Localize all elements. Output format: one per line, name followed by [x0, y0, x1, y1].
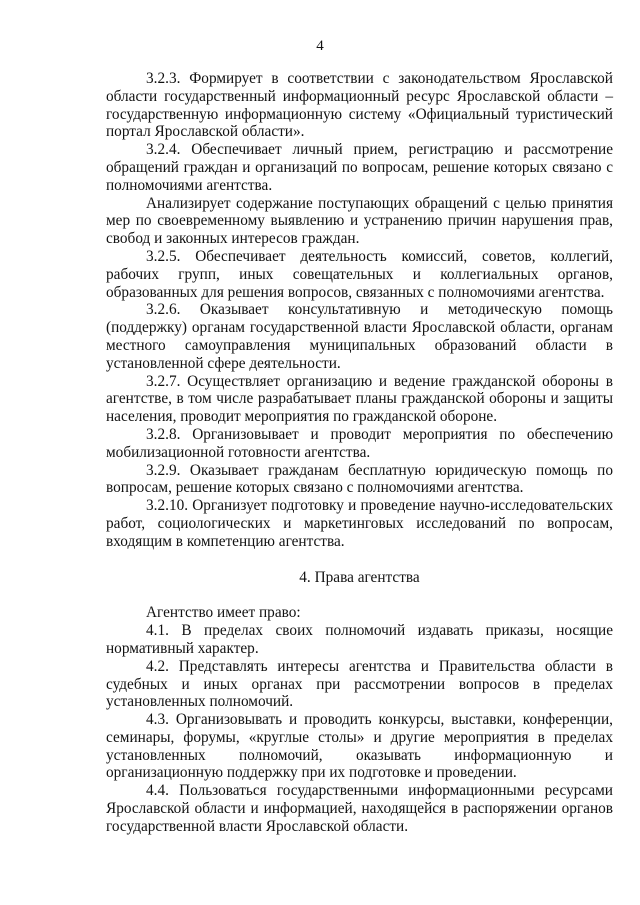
paragraph-3-2-9: 3.2.9. Оказывает гражданам бесплатную юридическую помощь по вопросам, решение которых связано с полномочиями агентства.	[106, 461, 613, 497]
paragraph-3-2-3: 3.2.3. Формирует в соответствии с законодательством Ярославской области государственный информационный ресурс Ярославской области – государственную информационную систему «Официальный туристический портал Ярославской области».	[106, 70, 613, 141]
paragraph-3-2-4: 3.2.4. Обеспечивает личный прием, регистрацию и рассмотрение обращений граждан и организаций по вопросам, решение которых связано с полномочиями агентства.	[106, 141, 613, 194]
paragraph-3-2-8: 3.2.8. Организовывает и проводит мероприятия по обеспечению мобилизационной готовности агентства.	[106, 425, 613, 461]
paragraph-rights-intro: Агентство имеет право:	[146, 604, 301, 622]
paragraph-3-2-6: 3.2.6. Оказывает консультативную и методическую помощь (поддержку) органам государственной власти Ярославской области, органам местного самоуправления муниципальных образований области в установленной сфере деятельности.	[106, 301, 613, 372]
section-title: 4. Права агентства	[299, 568, 420, 586]
paragraph-3-2-5: 3.2.5. Обеспечивает деятельность комиссий, советов, коллегий, рабочих групп, иных совещательных и коллегиальных органов, образованных для решения вопросов, связанных с полномочиями агентства.	[106, 247, 613, 301]
paragraph-analysis: Анализирует содержание поступающих обращений с целью принятия мер по своевременному выявлению и устранению причин нарушения прав, свобод и законных интересов граждан.	[106, 194, 613, 248]
paragraph-4-2: 4.2. Представлять интересы агентства и Правительства области в судебных и иных органах при рассмотрении вопросов в пределах установленных полномочий.	[106, 657, 613, 711]
page-number: 4	[316, 38, 324, 54]
spacer	[106, 551, 613, 569]
paragraph-3-2-10: 3.2.10. Организует подготовку и проведение научно-исследовательских работ, социологических и маркетинговых исследований по вопросам, входящим в компетенцию агентства.	[106, 497, 613, 550]
paragraph-3-2-7: 3.2.7. Осуществляет организацию и ведение гражданской обороны в агентстве, в том числе разрабатывает планы гражданской обороны и защиты населения, проводит мероприятия по гражданской обороне.	[106, 372, 613, 426]
paragraph-4-3: 4.3. Организовывать и проводить конкурсы, выставки, конференции, семинары, форумы, «круглые столы» и другие мероприятия в пределах установленных полномочий, оказывать информационную и организационную поддержку при их подготовке и проведении.	[106, 711, 613, 782]
paragraph-4-1: 4.1. В пределах своих полномочий издавать приказы, носящие нормативный характер.	[106, 622, 613, 657]
document-body	[106, 70, 613, 836]
spacer	[106, 586, 613, 604]
paragraph-4-4: 4.4. Пользоваться государственными информационными ресурсами Ярославской области и информацией, находящейся в распоряжении органов государственной власти Ярославской области.	[106, 782, 613, 835]
